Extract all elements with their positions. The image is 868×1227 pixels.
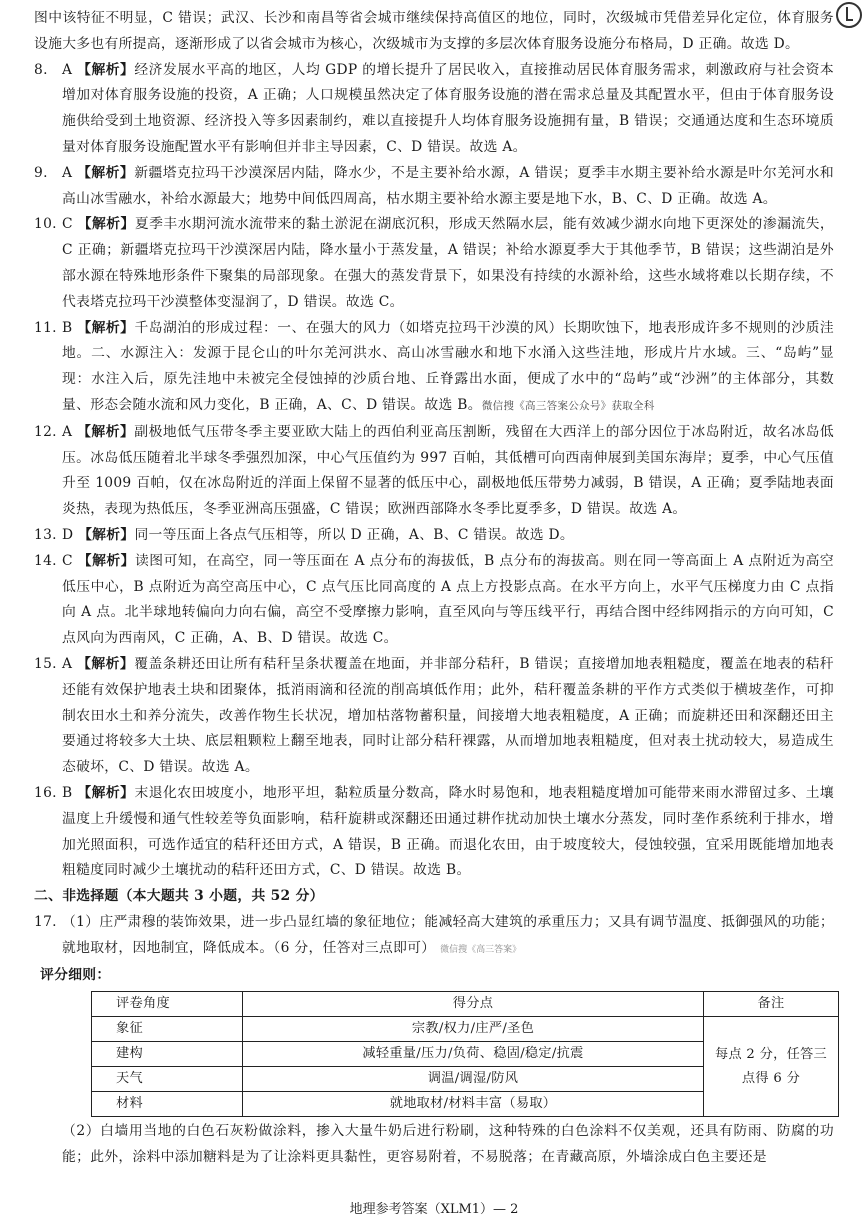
analysis-tag: 【解析】 [77, 784, 135, 801]
answer-item [34, 781, 834, 884]
header-angle: 评卷角度 [92, 992, 243, 1017]
analysis-text: 副极地低气压带冬季主要亚欧大陆上的西伯利亚高压割断，残留在大西洋上的部分因位于冰岛附近，故名冰岛低压。冰岛低压随着北半球冬季强烈加深，中心气压值约为 997 百帕，其低槽可向西南伸展到美国东海岸；夏季，中心气压值升至 1009 百帕，仅在冰岛附近的洋面上保留不显著的低压中心，副极地低压带势力减弱，B 错误，A 正确；夏季陆地表面炎热，表现为热低压，冬季亚洲高压强盛，C 错误；欧洲西部降水冬季比夏季多，D 错误。故选 A。 [62, 423, 834, 518]
rating-title: 评分细则： [40, 967, 111, 984]
answer-letter: A [62, 655, 73, 672]
intro-paragraph: 图中该特征不明显，C 错误；武汉、长沙和南昌等省会城市继续保持高值区的地位，同时，次级城市凭借差异化定位，体育服务设施大多也有所提高，逐渐形成了以省会城市为核心，次级城市为支撑的多层次体育服务设施分布格局，D 正确。故选 D。 [34, 10, 834, 52]
analysis-text: 覆盖条耕还田让所有秸秆呈条状覆盖在地面，并非部分秸秆，B 错误；直接增加地表粗糙度，覆盖在地表的秸秆还能有效保护地表土块和团聚体，抵消雨滴和径流的削高填低作用；此外，秸秆覆盖条耕的平作方式类似于横坡垄作，可抑制农田水土和养分流失，改善作物生长状况，增加枯落物蓄积量，间接增大地表粗糙度，A 正确；而旋耕还田和深翻还田主要通过将较多大土块、底层粗颗粒上翻至地表，同时让部分秸秆裸露，从而增加地表粗糙度，但对表土扰动较大，易造成生态破坏，C、D 错误。故选 A。 [62, 655, 834, 776]
table-row [92, 1017, 839, 1042]
question-number: 17. [34, 913, 57, 930]
answer-body [62, 652, 834, 781]
answer-item [34, 652, 834, 781]
question-17 [34, 910, 834, 964]
analysis-tag: 【解析】 [77, 552, 135, 569]
header-remark: 备注 [704, 992, 839, 1017]
analysis-text: 经济发展水平高的地区，人均 GDP 的增长提升了居民收入，直接推动居民体育服务需求，刺激政府与社会资本增加对体育服务设施的投资，A 正确；人口规模虽然决定了体育服务设施的潜在需求总量及其配置水平，但由于体育服务设施供给受到土地资源、经济投入等多因素制约，难以直接提升人均体育服务设施拥有量，B 错误；交通通达度和生态环境质量对体育服务设施配置水平有影响但并非主导因素，C、D 错误。故选 A。 [62, 61, 834, 155]
page-footer: 地理参考答案（XLM1）— 2 [349, 1202, 519, 1217]
table-cell-angle: 材料 [92, 1092, 243, 1117]
analysis-tag: 【解析】 [77, 216, 135, 233]
analysis-text: 读图可知，在高空，同一等压面在 A 点分布的海拔低，B 点分布的海拔高。则在同一等高面上 A 点附近为高空低压中心，B 点附近为高空高压中心，C 点气压比同高度的 A 点上方投影点高。在水平方向上，水平气压梯度力由 C 点指向 A 点。北半球地转偏向力向右偏，高空不受摩擦力影响，直至风向与等压线平行，再结合图中经纬网指示的方向可知，C 点风向为西南风，C 正确，A、B、D 错误。故选 C。 [62, 552, 835, 647]
answer-letter: A [62, 61, 73, 78]
table-cell-angle: 建构 [92, 1042, 243, 1067]
rating-table [91, 991, 839, 1117]
answer-body [62, 549, 834, 652]
table-cell-remark: 每点 2 分，任答三点得 6 分 [704, 1017, 839, 1117]
table-cell-points: 调温/调湿/防风 [243, 1067, 704, 1092]
answer-letter: D [62, 526, 74, 543]
question-17-part-2: （2）白墙用当地的白色石灰粉做涂料，掺入大量牛奶后进行粉刷，这种特殊的白色涂料不仅美观，还具有防雨、防腐的功能；此外，涂料中添加糖料是为了让涂料更具黏性，更容易附着，不易脱落；在青藏高原，外墙涂成白色主要还是 [62, 1123, 834, 1166]
question-number: 8. [34, 61, 48, 78]
answer-list [34, 58, 834, 885]
table-cell-points: 宗教/权力/庄严/圣色 [243, 1017, 704, 1042]
analysis-text: 末退化农田坡度小，地形平坦，黏粒质量分数高，降水时易饱和，地表粗糙度增加可能带来雨水滞留过多、土壤温度上升缓慢和通气性较差等负面影响，秸秆旋耕或深翻还田通过耕作扰动加快土壤水分蒸发，同时垄作系统利于排水，增加光照面积，可选作适宜的秸秆还田方式，A 错误，B 正确。而退化农田，由于坡度较大，侵蚀较强，宜采用既能增加地表粗糙度同时减少土壤扰动的秸秆还田方式，C、D 错误。故选 B。 [62, 784, 834, 879]
question-number: 9. [34, 164, 48, 181]
answer-item [34, 58, 834, 161]
watermark-text: 微信搜《高三答案公众号》获取全科 [481, 399, 655, 412]
question-number: 15. [34, 655, 57, 672]
header-points: 得分点 [243, 992, 704, 1017]
answer-item [34, 316, 834, 420]
question-17-part-1: （1）庄严肃穆的装饰效果，进一步凸显红墙的象征地位；能减轻高大建筑的承重压力；又具有调节温度、抵御强风的功能；就地取材，因地制宜，降低成本。（6 分，任答对三点即可） 微信搜《高三答案》 [62, 913, 834, 956]
answer-body [62, 781, 834, 884]
table-cell-angle: 天气 [92, 1067, 243, 1092]
answer-body [62, 161, 834, 213]
answer-item [34, 161, 834, 213]
answer-item [34, 212, 834, 315]
analysis-tag: 【解析】 [77, 319, 135, 336]
answer-item [34, 523, 834, 549]
table-cell-angle: 象征 [92, 1017, 243, 1042]
answer-letter: C [62, 216, 73, 233]
answer-letter: B [62, 319, 73, 336]
analysis-tag: 【解析】 [77, 164, 135, 181]
answer-body [62, 420, 834, 523]
table-cell-points: 就地取材/材料丰富（易取） [243, 1092, 704, 1117]
analysis-text: 千岛湖泊的形成过程：一、在强大的风力（如塔克拉玛干沙漠的风）长期吹蚀下，地表形成许多不规则的沙质洼地。二、水源注入：发源于昆仑山的叶尔羌河洪水、高山冰雪融水和地下水涌入这些洼地，形成片片水域。三、“岛屿”显现：水注入后，原先洼地中未被完全侵蚀掉的沙质台地、丘脊露出水面，便成了水中的“岛屿”或“沙洲”的主体部分，其数量、形态会随水流和风力变化，B 正确，A、C、D 错误。故选 B。 [62, 319, 834, 413]
section-heading: 二、非选择题（本大题共 3 小题，共 52 分） [34, 888, 324, 905]
answer-letter: B [62, 784, 73, 801]
answer-body [62, 212, 834, 315]
question-number: 10. [34, 216, 57, 233]
watermark-text: 微信搜《高三答案》 [440, 944, 522, 955]
answer-item [34, 549, 834, 652]
answer-letter: A [62, 164, 73, 181]
analysis-tag: 【解析】 [77, 61, 135, 78]
answer-letter: A [62, 423, 73, 440]
question-number: 12. [34, 423, 57, 440]
analysis-tag: 【解析】 [78, 526, 135, 543]
table-header-row [92, 992, 839, 1017]
answer-letter: C [62, 552, 73, 569]
question-number: 13. [34, 526, 57, 543]
analysis-tag: 【解析】 [77, 423, 135, 440]
answer-body [62, 316, 834, 420]
question-number: 14. [34, 552, 57, 569]
answer-body [62, 58, 834, 161]
table-cell-points: 减轻重量/压力/负荷、稳固/稳定/抗震 [243, 1042, 704, 1067]
question-number: 16. [34, 784, 57, 801]
analysis-text: 新疆塔克拉玛干沙漠深居内陆，降水少，不是主要补给水源，A 错误；夏季丰水期主要补给水源是叶尔羌河水和高山冰雪融水，补给水源最大；地势中间低四周高，枯水期主要补给水源主要是地下水，B、C、D 正确。故选 A。 [62, 164, 834, 207]
answer-item [34, 420, 834, 523]
answer-content [34, 6, 834, 1171]
analysis-text: 夏季丰水期河流水流带来的黏土淤泥在湖底沉积，形成天然隔水层，能有效减少湖水向地下更深处的渗漏流失，C 正确；新疆塔克拉玛干沙漠深居内陆，降水量小于蒸发量，A 错误；补给水源夏季大于其他季节，B 错误；这些湖泊是外部水源在特殊地形条件下聚集的局部现象。在强大的蒸发背景下，如果没有持续的水源补给，这些水域将难以长期存续，不代表塔克拉玛干沙漠整体变湿润了，D 错误。故选 C。 [62, 216, 835, 310]
analysis-text: 同一等压面上各点气压相等，所以 D 正确，A、B、C 错误。故选 D。 [134, 526, 574, 543]
question-number: 11. [34, 319, 57, 336]
checkmark-icon [836, 2, 862, 28]
answer-body [62, 523, 834, 549]
analysis-tag: 【解析】 [77, 655, 135, 672]
